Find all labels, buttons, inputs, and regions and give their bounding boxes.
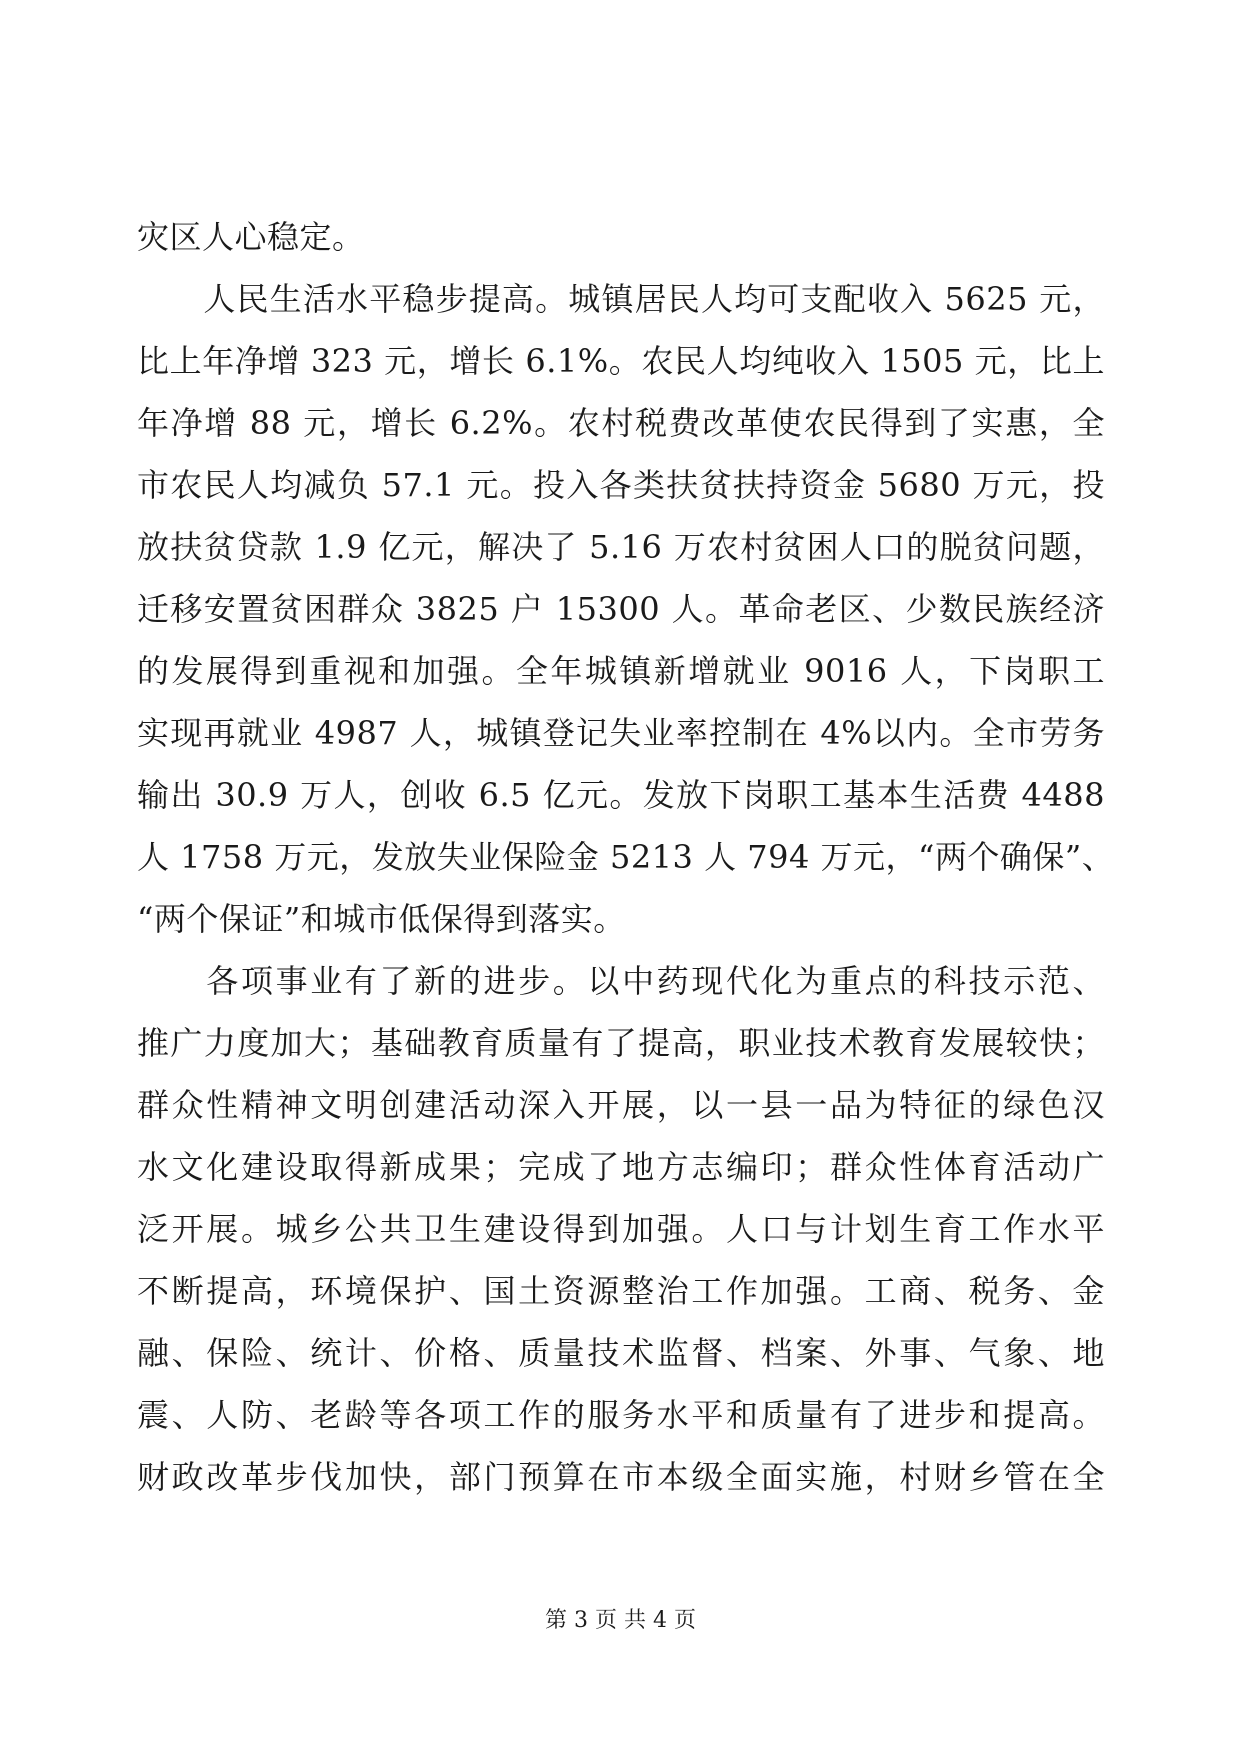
text-line: 迁移安置贫困群众 3825 户 15300 人。革命老区、少数民族经济: [137, 590, 1105, 628]
body-text: [137, 206, 1115, 1508]
text-line: 推广力度加大；基础教育质量有了提高，职业技术教育发展较快；: [137, 1024, 1105, 1062]
text-line: 群众性精神文明创建活动深入开展，以一县一品为特征的绿色汉: [137, 1086, 1105, 1124]
text-line: 市农民人均减负 57.1 元。投入各类扶贫扶持资金 5680 万元，投: [137, 466, 1105, 504]
text-line: 人民生活水平稳步提高。城镇居民人均可支配收入 5625 元，: [137, 280, 1105, 318]
page-number-footer: 第 3 页 共 4 页: [545, 1608, 696, 1633]
text-line: 实现再就业 4987 人，城镇登记失业率控制在 4%以内。全市劳务: [137, 714, 1105, 752]
text-line: 不断提高，环境保护、国土资源整治工作加强。工商、税务、金: [137, 1272, 1105, 1310]
text-line: 比上年净增 323 元，增长 6.1%。农民人均纯收入 1505 元，比上: [137, 342, 1105, 380]
text-line: “两个保证”和城市低保得到落实。: [137, 900, 626, 938]
text-line: 融、保险、统计、价格、质量技术监督、档案、外事、气象、地: [137, 1334, 1105, 1372]
text-line: 震、人防、老龄等各项工作的服务水平和质量有了进步和提高。: [137, 1396, 1105, 1434]
text-line: 泛开展。城乡公共卫生建设得到加强。人口与计划生育工作水平: [137, 1210, 1105, 1248]
text-line: 水文化建设取得新成果；完成了地方志编印；群众性体育活动广: [137, 1148, 1105, 1186]
text-line: 各项事业有了新的进步。以中药现代化为重点的科技示范、: [137, 962, 1105, 1000]
text-line: 放扶贫贷款 1.9 亿元，解决了 5.16 万农村贫困人口的脱贫问题，: [137, 528, 1105, 566]
text-line: 输出 30.9 万人，创收 6.5 亿元。发放下岗职工基本生活费 4488: [137, 776, 1105, 814]
text-line: 年净增 88 元，增长 6.2%。农村税费改革使农民得到了实惠，全: [137, 404, 1105, 442]
text-line: 人 1758 万元，发放失业保险金 5213 人 794 万元，“两个确保”、: [137, 838, 1115, 876]
text-line: 财政改革步伐加快，部门预算在市本级全面实施，村财乡管在全: [137, 1458, 1105, 1496]
text-line: 的发展得到重视和加强。全年城镇新增就业 9016 人，下岗职工: [137, 652, 1105, 690]
text-line: 灾区人心稳定。: [137, 218, 365, 256]
